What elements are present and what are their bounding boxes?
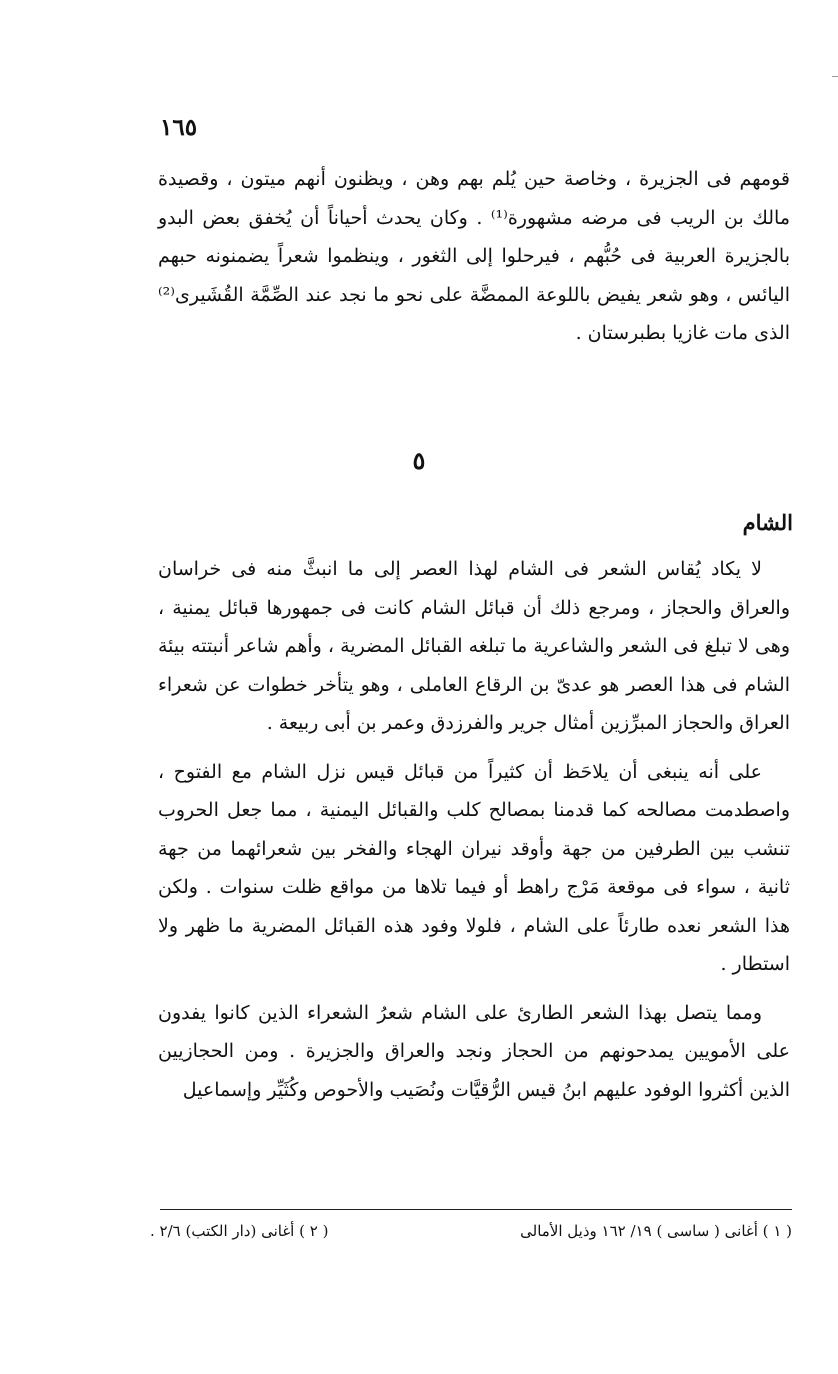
section-title: الشام <box>742 510 793 535</box>
opening-paragraph-block <box>158 160 790 353</box>
footnote-divider <box>160 1209 792 1210</box>
scan-edge-mark <box>832 76 838 83</box>
body-paragraph-2: على أنه ينبغى أن يلاحَظ أن كثيراً من قبائل قيس نزل الشام مع الفتوح ، واصطدمت مصالحه كما قدمنا بمصالح كلب والقبائل اليمنية ، مما جعل الحروب تنشب بين الطرفين من جهة وأوقد نيران الهجاء والفخر بين شعرائهما من جهة ثانية ، سواء فى موقعة مَرْج راهط أو فيما تلاها من مواقع ظلت سنوات . ولكن هذا الشعر نعده طارئاً على الشام ، فلولا وفود هذه القبائل المضرية ما ظهر ولا استطار . <box>158 760 790 975</box>
opening-paragraph: قومهم فى الجزيرة ، وخاصة حين يُلم بهم وهن ، ويظنون أنهم ميتون ، وقصيدة مالك بن الريب فى مرضه مشهورة⁽¹⁾ . وكان يحدث أحياناً أن يُخفق بعض البدو بالجزيرة العربية فى حُبُّهم ، فيرحلوا إلى الثغور ، وينظموا شعراً يضمنونه حبهم اليائس ، وهو شعر يفيض باللوعة الممضَّة على نحو ما نجد عند الصِّمَّة القُشَيرى⁽²⁾ الذى مات غازيا بطبرستان . <box>158 168 791 344</box>
page-number: ١٦٥ <box>160 114 198 141</box>
body-paragraph-1: لا يكاد يُقاس الشعر فى الشام لهذا العصر إلى ما انبثَّ منه فى خراسان والعراق والحجاز ، ومرجع ذلك أن قبائل الشام كانت فى جمهورها قبائل يمنية ، وهى لا تبلغ فى الشعر والشاعرية ما تبلغه القبائل المضرية ، وأهم شاعر أنبتته بيئة الشام فى هذا العصر هو عدىّ بن الرقاع العاملى ، وهو يتأخر خطوات عن شعراء العراق والحجاز المبرِّزين أمثال جرير والفرزدق وعمر بن أبى ربيعة . <box>158 558 790 734</box>
section-number: ٥ <box>412 446 426 475</box>
footnotes <box>150 1222 792 1240</box>
footnote-1: ( ١ ) أغانى ( ساسى ) ١٩/ ١٦٢ وذيل الأمالى <box>520 1222 792 1240</box>
body-paragraph-3: ومما يتصل بهذا الشعر الطارئ على الشام شعرُ الشعراء الذين كانوا يفدون على الأمويين يمدحونهم من الحجاز ونجد والعراق والجزيرة . ومن الحجازيين الذين أكثروا الوفود عليهم ابنُ قيس الرُّقيَّات ونُصَيب والأحوص وكُثَيِّر وإسماعيل <box>158 1001 790 1101</box>
section-body <box>158 550 790 1109</box>
footnote-2: ( ٢ ) أغانى (دار الكتب) ٢/٦ . <box>150 1222 329 1240</box>
